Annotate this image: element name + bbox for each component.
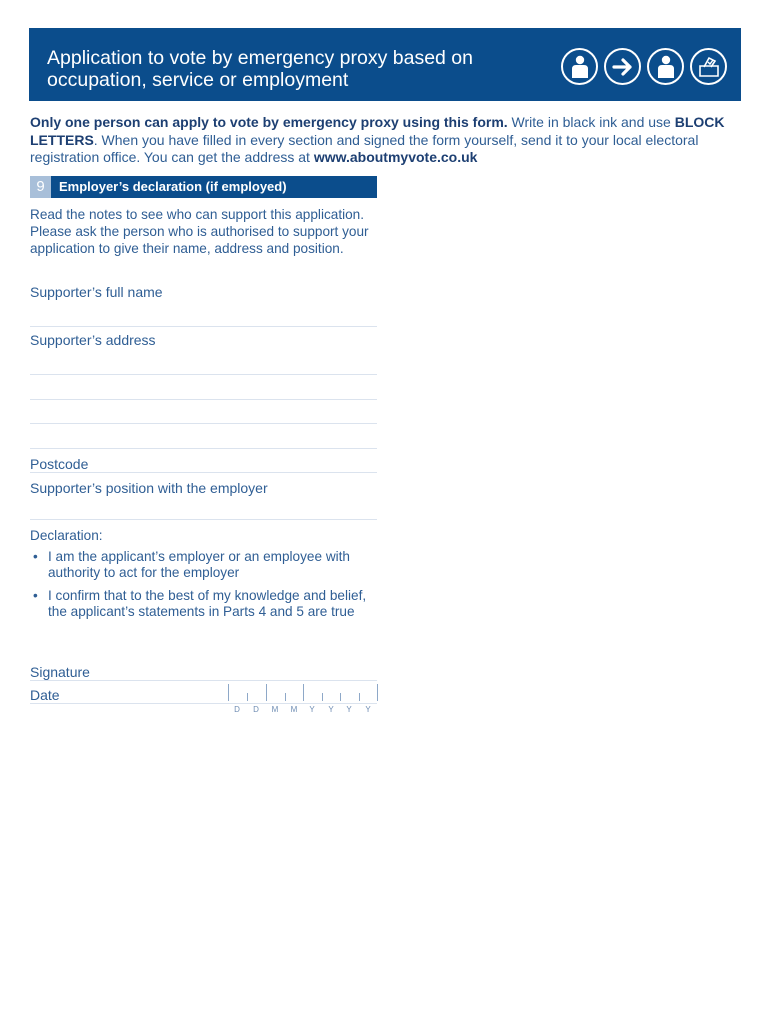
arrow-right-icon — [604, 48, 641, 85]
date-divider — [303, 684, 304, 701]
form-title-line-1: Application to vote by emergency proxy based on — [47, 47, 474, 69]
date-divider — [285, 693, 286, 701]
date-field[interactable] — [228, 684, 378, 702]
form-title-line-2: occupation, service or employment — [47, 69, 349, 91]
date-format-letter: D — [253, 705, 259, 714]
date-divider — [359, 693, 360, 701]
signature-field[interactable] — [30, 680, 377, 681]
date-format-labels — [228, 705, 378, 715]
ballot-box-icon — [690, 48, 727, 85]
address-field-line-1[interactable] — [30, 374, 377, 375]
declaration-heading: Declaration: — [30, 528, 103, 543]
signature-label: Signature — [30, 664, 90, 680]
date-divider — [322, 693, 323, 701]
declaration-item: • I am the applicant’s employer or an employee with authority to act for the employer — [30, 549, 380, 581]
form-header — [29, 28, 741, 101]
date-divider — [228, 684, 229, 701]
postcode-field[interactable] — [30, 472, 377, 473]
header-icons — [561, 48, 727, 85]
postcode-label: Postcode — [30, 456, 89, 472]
full-name-label: Supporter’s full name — [30, 284, 163, 300]
date-format-letter: M — [290, 705, 298, 714]
intro-block-letters: BLOCK LETTERS — [30, 114, 725, 148]
intro-bold-text: Only one person can apply to vote by emergency proxy using this form. — [30, 114, 508, 130]
date-format-letter: M — [271, 705, 279, 714]
date-divider — [266, 684, 267, 701]
date-divider — [340, 693, 341, 701]
intro-text-1: Write in black ink and use — [507, 114, 675, 130]
address-label: Supporter’s address — [30, 332, 156, 348]
date-label: Date — [30, 687, 60, 703]
website-link[interactable]: www.aboutmyvote.co.uk — [313, 149, 478, 165]
person-icon — [561, 48, 598, 85]
date-format-letter: Y — [309, 705, 315, 714]
section-notes: Read the notes to see who can support this application. Please ask the person who is authorised to support your application to give their name, address and position. — [30, 207, 369, 256]
date-format-letter: Y — [328, 705, 334, 714]
position-field[interactable] — [30, 519, 377, 520]
declaration-item: • I confirm that to the best of my knowledge and belief, the applicant’s statements in Parts 4 and 5 are true — [30, 588, 380, 620]
address-field-line-3[interactable] — [30, 423, 377, 424]
date-divider — [247, 693, 248, 701]
intro-paragraph — [30, 114, 730, 167]
address-field-line-4[interactable] — [30, 448, 377, 449]
date-format-letter: Y — [365, 705, 371, 714]
address-field-line-2[interactable] — [30, 399, 377, 400]
declaration-list — [30, 549, 380, 627]
section-header — [30, 176, 377, 198]
form-title — [47, 47, 547, 91]
section-title: Employer’s declaration (if employed) — [59, 179, 287, 194]
intro-text-2: . When you have filled in every section and signed the form yourself, send it to your local electoral registration office. You can get the address at — [30, 131, 699, 165]
section-number: 9 — [30, 176, 51, 198]
person-icon — [647, 48, 684, 85]
full-name-field[interactable] — [30, 326, 377, 327]
date-field-underline — [30, 703, 377, 704]
date-format-letter: D — [234, 705, 240, 714]
date-divider — [377, 684, 378, 701]
position-label: Supporter’s position with the employer — [30, 480, 268, 496]
date-format-letter: Y — [346, 705, 352, 714]
